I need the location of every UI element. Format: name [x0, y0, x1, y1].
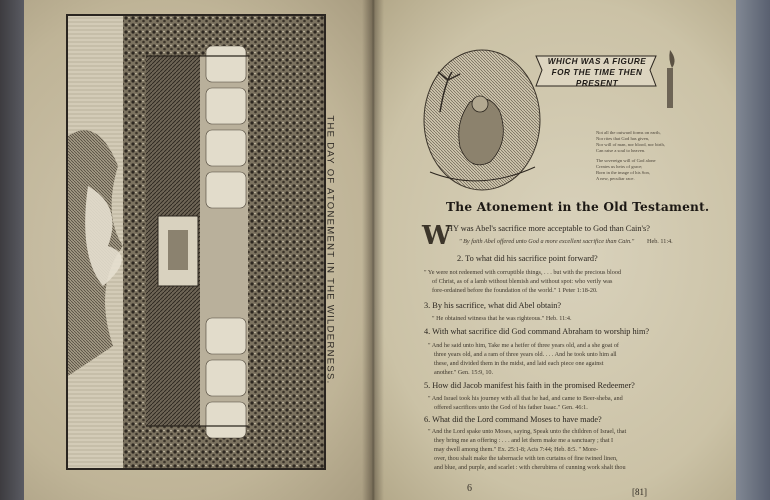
answer-1-line: " By faith Abel offered unto God a more excellent sacrifice than Cain."	[459, 238, 635, 245]
poem-line: Nor will of man, nor blood, nor birth,	[596, 142, 665, 147]
answer-6-line: may dwell among them." Ex. 25:1-8; Acts 7:44; Heb. 8:5. " More-	[434, 446, 599, 453]
poem-line: The sovereign will of God alone	[596, 158, 656, 163]
plate-caption: THE DAY OF ATONEMENT IN THE WILDERNESS.	[324, 115, 336, 385]
question-1: HY was Abel's sacrifice more acceptable to God than Cain's?	[447, 224, 650, 233]
poem-line: Born in the image of his Son,	[596, 170, 650, 175]
question-3: 3. By his sacrifice, what did Abel obtain?	[424, 301, 562, 310]
answer-5-line: " And Israel took his journey with all that he had, and came to Beer-sheba, and	[428, 395, 623, 402]
poem-line: Nor rites that God has given,	[596, 136, 650, 141]
poem-line: Can raise a soul to heaven.	[596, 148, 646, 153]
answer-4-line: another." Gen. 15:9, 10.	[434, 369, 494, 376]
question-5: 5. How did Jacob manifest his faith in the promised Redeemer?	[424, 381, 635, 390]
question-2: 2. To what did his sacrifice point forward?	[457, 254, 598, 263]
book-gutter	[362, 0, 384, 500]
answer-4-line: three years old, and a ram of three years old. . . . And he took unto him all	[434, 351, 617, 358]
answer-5-line: offered sacrifices unto the God of his father Isaac." Gen. 46:1.	[434, 404, 588, 411]
question-6: 6. What did the Lord command Moses to have made?	[424, 415, 602, 424]
chapter-title: The Atonement in the Old Testament.	[446, 200, 710, 214]
banner-text	[540, 56, 654, 89]
answer-6-line: and blue, and purple, and scarlet : with cherubims of cunning work shalt thou	[434, 464, 626, 471]
torch-ornament	[660, 50, 680, 110]
banner-line-1: WHICH WAS A FIGURE	[547, 57, 647, 66]
answer-6-line: " And the Lord spake unto Moses, saying, Speak unto the children of Israel, that	[428, 428, 627, 435]
answer-4-line: " And he said unto him, Take me a heifer of three years old, and a she goat of	[428, 342, 619, 349]
answer-2-line: " Ye were not redeemed with corruptible things, . . . but with the precious blood	[424, 269, 622, 276]
answer-2-line: fore-ordained before the foundation of the world." 1 Peter 1:18-20.	[432, 287, 598, 294]
banner-line-2: FOR THE TIME THEN PRESENT	[551, 68, 643, 88]
poem-line: A new, peculiar race.	[596, 176, 635, 181]
poem-verse	[596, 130, 686, 182]
question-4: 4. With what sacrifice did God command Abraham to worship him?	[424, 327, 650, 336]
answer-6-line: over, thou shalt make the tabernacle with ten curtains of fine twined linen,	[434, 455, 618, 462]
answer-3-line: " He obtained witness that he was righteous." Heb. 11:4.	[432, 315, 572, 322]
answer-1-ref: Heb. 11:4.	[647, 238, 673, 245]
answer-2-line: of Christ, as of a lamb without blemish and without spot: who verily was	[432, 278, 613, 285]
poem-line: Creates us heirs of grace;	[596, 164, 643, 169]
right-page-number: [81]	[632, 487, 647, 497]
drop-cap: W	[422, 221, 452, 251]
answer-6-line: they bring me an offering : . . . and let them make me a sanctuary ; that I	[434, 437, 614, 444]
poem-line: Not all the outward forms on earth,	[596, 130, 661, 135]
left-page-number: 6	[467, 483, 472, 494]
engraving-plate	[66, 14, 326, 470]
answer-4-line: these, and divided them in the midst, and laid each piece one against	[434, 360, 604, 367]
